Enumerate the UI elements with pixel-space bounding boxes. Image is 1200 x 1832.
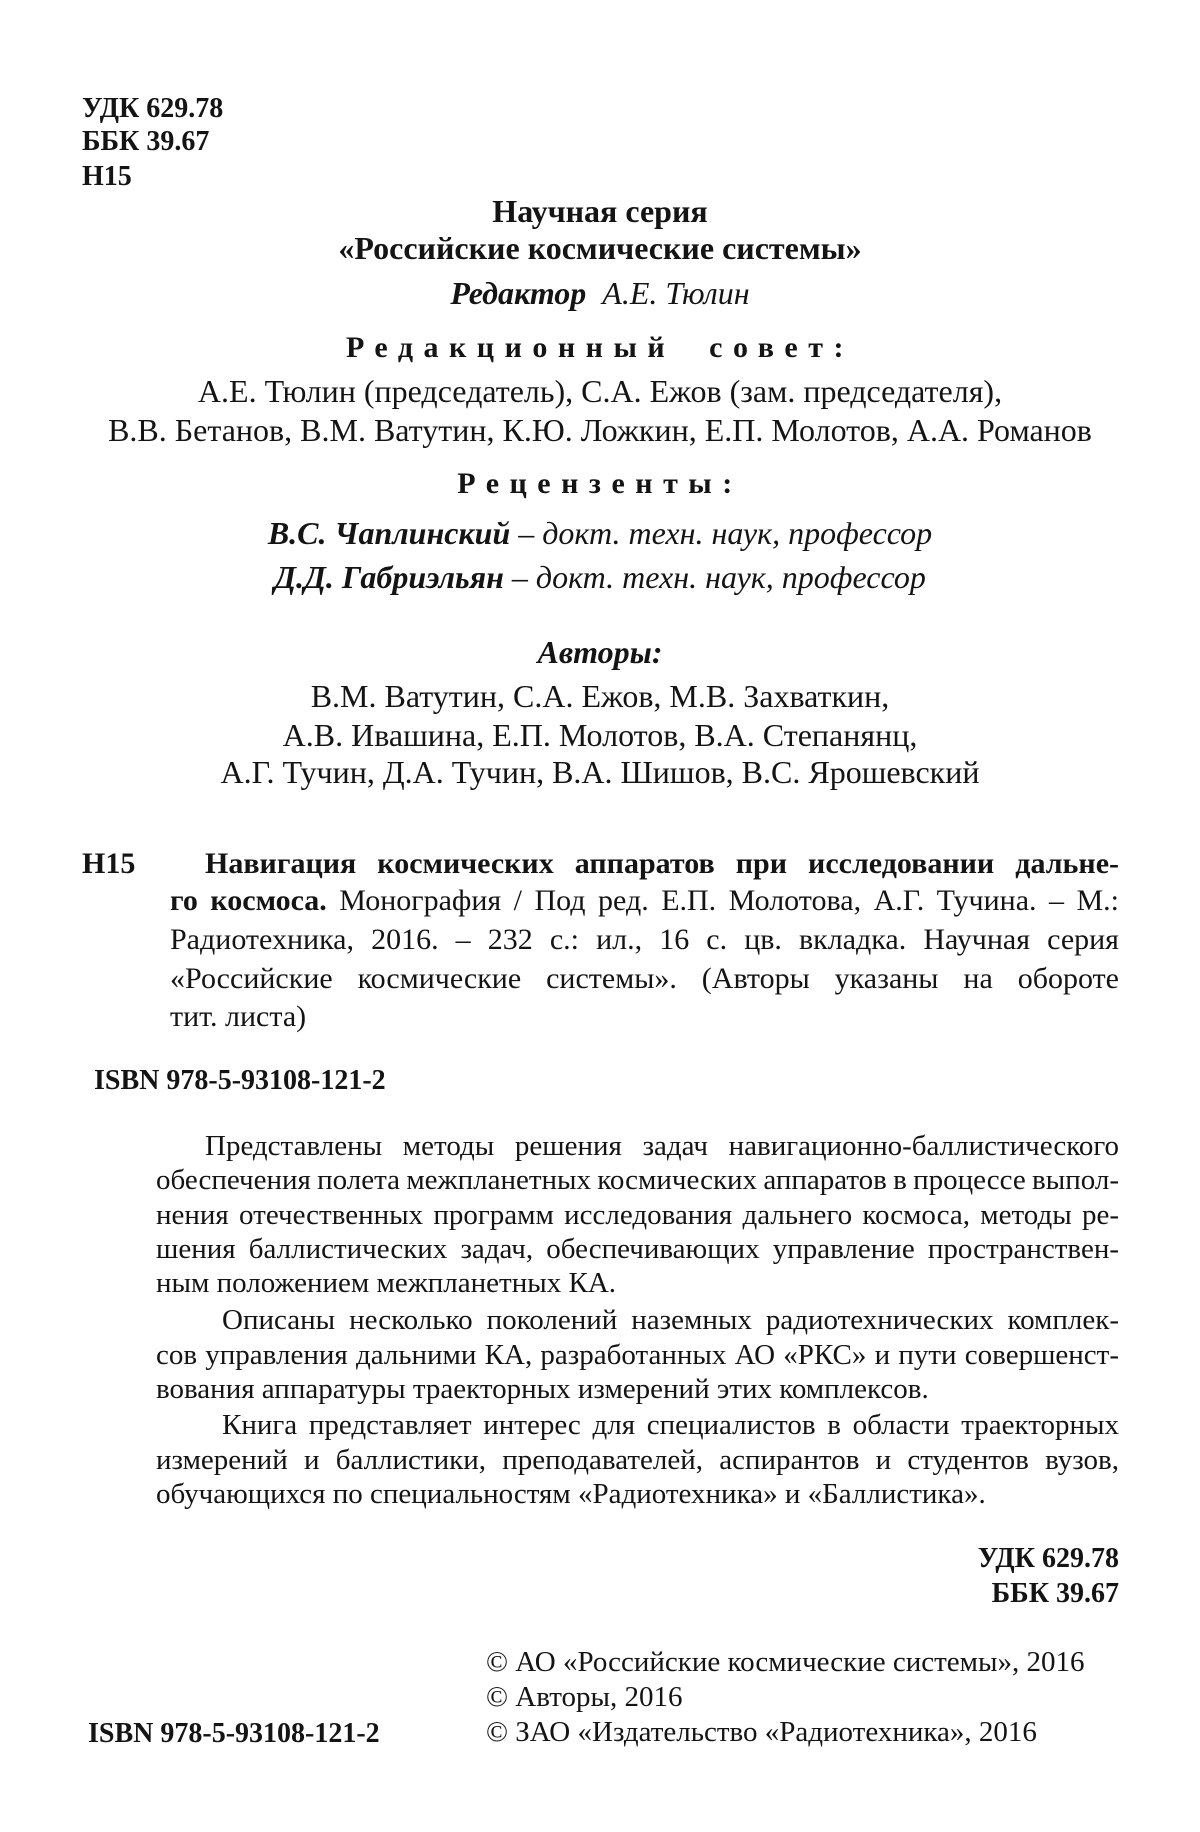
udk-code: УДК 629.78 [82,93,224,124]
authors-heading: Авторы: [537,634,663,670]
catalog-description: Монография / Под ред. Е.П. Молотова, А.Г. Тучина. – М.: [339,884,1119,917]
editor-label: Редактор [450,275,587,311]
footer-bbk-code: ББК 39.67 [991,1578,1119,1609]
authors-line: А.Г. Тучин, Д.А. Тучин, В.А. Шишов, В.С. Ярошевский [220,754,980,790]
isbn: ISBN 978-5-93108-121-2 [94,1065,386,1096]
catalog-title-end: го космоса. [170,884,327,917]
authors-line: А.В. Ивашина, Е.П. Молотов, В.А. Степанянц, [282,717,918,753]
catalog-line: тит. листа) [170,1000,307,1033]
copyright-line: © ЗАО «Издательство «Радиотехника», 2016 [486,1716,1037,1748]
reviewer-line [0,558,1200,596]
catalog-line: «Российские космические системы». (Авторы указаны на обороте [170,962,1119,995]
abstract-line: вования аппаратуры траекторных измерений этих комплексов. [156,1373,929,1405]
copyright-line: © АО «Российские космические системы», 2016 [486,1646,1085,1678]
author-mark: Н15 [82,161,132,192]
reviewer-name: В.С. Чаплинский [267,515,511,551]
authors-line: В.М. Ватутин, С.А. Ежов, М.В. Захваткин, [310,678,890,714]
catalog-line: Радиотехника, 2016. – 232 с.: ил., 16 с. цв. вкладка. Научная серия [170,923,1119,956]
bbk-code: ББК 39.67 [82,126,210,157]
copyright-line: © Авторы, 2016 [486,1681,683,1713]
abstract-line: обеспечения полета межпланетных космических аппаратов в процессе выпол- [156,1164,1119,1196]
reviewer-name: Д.Д. Габриэльян [274,559,504,595]
series-editor-line [0,274,1200,312]
editor-name: А.Е. Тюлин [602,275,750,311]
catalog-line [170,883,1119,919]
abstract-line: сов управления дальними КА, разработанных АО «РКС» и пути совершенст- [156,1339,1119,1371]
abstract-line: ным положением межпланетных КА. [156,1267,617,1299]
abstract-line: измерений и баллистики, преподавателей, аспирантов и студентов вузов, [156,1444,1119,1476]
editorial-board-heading: Редакционный совет: [346,331,854,364]
editorial-board-line: В.В. Бетанов, В.М. Ватутин, К.Ю. Ложкин, Е.П. Молотов, А.А. Романов [108,412,1092,448]
series-label: Научная серия [492,193,708,229]
abstract-line: нения отечественных программ исследования дальнего космоса, методы ре- [156,1199,1119,1231]
footer-isbn: ISBN 978-5-93108-121-2 [88,1718,380,1749]
abstract-line: Книга представляет интерес для специалистов в области траекторных [222,1409,1119,1441]
reviewers-heading: Рецензенты: [457,467,743,500]
catalog-author-mark: Н15 [82,847,136,880]
series-name: «Российские космические системы» [338,230,862,266]
footer-udk-code: УДК 629.78 [977,1543,1119,1574]
reviewer-line [0,514,1200,552]
editorial-board-line: А.Е. Тюлин (председатель), С.А. Ежов (зам. председателя), [197,373,1003,409]
abstract-line: Представлены методы решения задач навигационно-баллистического [205,1130,1119,1162]
reviewer-details: – докт. техн. наук, профессор [518,515,933,551]
catalog-title-line: Навигация космических аппаратов при исследовании дальне- [205,847,1119,880]
abstract-line: шения баллистических задач, обеспечивающих управление пространствен- [156,1233,1119,1265]
abstract-line: Описаны несколько поколений наземных радиотехнических комплек- [222,1304,1119,1336]
reviewer-details: – докт. техн. наук, профессор [511,559,926,595]
abstract-line: обучающихся по специальностям «Радиотехника» и «Баллистика». [156,1478,986,1510]
